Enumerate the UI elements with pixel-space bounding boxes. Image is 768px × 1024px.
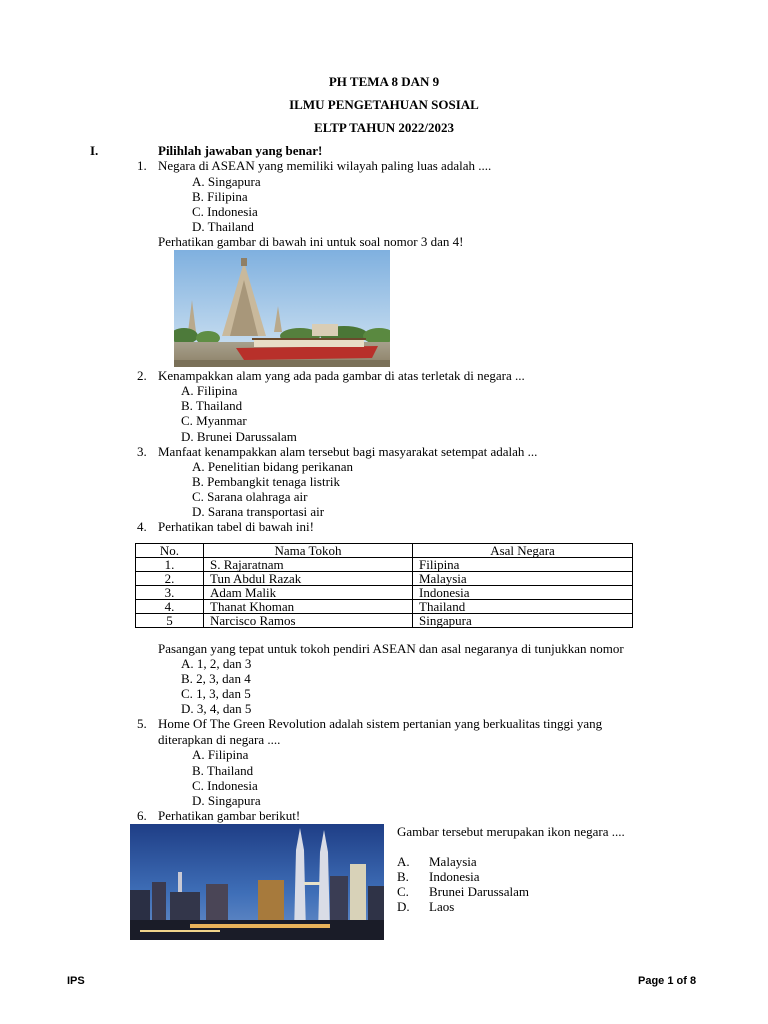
city-skyline-photo — [130, 824, 384, 940]
image-instruction: Perhatikan gambar di bawah ini untuk soal nomor 3 dan 4! — [158, 234, 464, 249]
section-number: I. — [90, 143, 99, 158]
question-2-option-a: A. Filipina — [181, 383, 238, 398]
question-6-option-d-text: Laos — [429, 899, 455, 914]
question-1-text: Negara di ASEAN yang memiliki wilayah paling luas adalah .... — [158, 158, 492, 173]
question-5-option-b: B. Thailand — [192, 763, 254, 778]
header-line-3: ELTP TAHUN 2022/2023 — [314, 120, 454, 135]
temple-photo — [174, 250, 390, 367]
table-cell-no: 5 — [136, 614, 204, 628]
table-row — [136, 558, 633, 572]
table-cell-name: Narcisco Ramos — [204, 614, 413, 628]
question-6-question: Gambar tersebut merupakan ikon negara .... — [397, 824, 625, 839]
question-4-option-a: A. 1, 2, dan 3 — [181, 656, 252, 671]
table-cell-name: S. Rajaratnam — [204, 558, 413, 572]
question-3-option-c: C. Sarana olahraga air — [192, 489, 308, 504]
founders-table — [135, 543, 633, 628]
question-6-option-a-text: Malaysia — [429, 854, 477, 869]
footer-page-number: Page 1 of 8 — [638, 975, 697, 987]
question-5-option-a: A. Filipina — [192, 747, 249, 762]
table-cell-country: Malaysia — [413, 572, 633, 586]
question-6-option-c-letter: C. — [397, 884, 409, 899]
question-2-option-c: C. Myanmar — [181, 413, 247, 428]
question-3-option-a: A. Penelitian bidang perikanan — [192, 459, 354, 474]
question-5-text-line-2: diterapkan di negara .... — [158, 732, 281, 747]
question-2-number: 2. — [137, 368, 147, 383]
question-4-option-b: B. 2, 3, dan 4 — [181, 671, 251, 686]
question-5-option-c: C. Indonesia — [192, 778, 258, 793]
header-line-1: PH TEMA 8 DAN 9 — [328, 74, 440, 89]
question-1-number: 1. — [137, 158, 147, 173]
question-6-option-a-letter: A. — [397, 854, 410, 869]
question-2-text: Kenampakkan alam yang ada pada gambar di atas terletak di negara ... — [158, 368, 525, 383]
skyline-illustration — [130, 824, 384, 940]
footer-subject: IPS — [67, 975, 85, 987]
table-row — [136, 600, 633, 614]
table-row — [136, 614, 633, 628]
question-5-option-d: D. Singapura — [192, 793, 261, 808]
table-cell-no: 2. — [136, 572, 204, 586]
table-cell-no: 1. — [136, 558, 204, 572]
temple-illustration — [174, 250, 390, 367]
question-3-number: 3. — [137, 444, 147, 459]
table-cell-name: Adam Malik — [204, 586, 413, 600]
question-4-text: Perhatikan tabel di bawah ini! — [158, 519, 314, 534]
question-6-option-d-letter: D. — [397, 899, 410, 914]
question-4-option-c: C. 1, 3, dan 5 — [181, 686, 251, 701]
section-title: Pilihlah jawaban yang benar! — [158, 143, 323, 158]
header-line-2: ILMU PENGETAHUAN SOSIAL — [289, 97, 479, 112]
question-6-option-c-text: Brunei Darussalam — [429, 884, 530, 899]
table-cell-country: Filipina — [413, 558, 633, 572]
table-header-name: Nama Tokoh — [204, 544, 413, 558]
table-header-no: No. — [136, 544, 204, 558]
table-cell-country: Thailand — [413, 600, 633, 614]
table-row — [136, 586, 633, 600]
table-header-row — [136, 544, 633, 558]
table-cell-name: Tun Abdul Razak — [204, 572, 413, 586]
question-3-option-d: D. Sarana transportasi air — [192, 504, 325, 519]
table-cell-country: Singapura — [413, 614, 633, 628]
question-5-number: 5. — [137, 716, 147, 731]
question-4-option-d: D. 3, 4, dan 5 — [181, 701, 252, 716]
table-header-country: Asal Negara — [413, 544, 633, 558]
question-3-option-b: B. Pembangkit tenaga listrik — [192, 474, 341, 489]
question-1-option-d: D. Thailand — [192, 219, 254, 234]
question-6-option-b-text: Indonesia — [429, 869, 480, 884]
question-1-option-b: B. Filipina — [192, 189, 248, 204]
question-1-option-c: C. Indonesia — [192, 204, 258, 219]
question-2-option-b: B. Thailand — [181, 398, 243, 413]
question-3-text: Manfaat kenampakkan alam tersebut bagi masyarakat setempat adalah ... — [158, 444, 538, 459]
table-cell-name: Thanat Khoman — [204, 600, 413, 614]
table-row — [136, 572, 633, 586]
question-6-number: 6. — [137, 808, 147, 823]
question-2-option-d: D. Brunei Darussalam — [181, 429, 297, 444]
table-cell-no: 3. — [136, 586, 204, 600]
question-4-number: 4. — [137, 519, 147, 534]
question-1-option-a: A. Singapura — [192, 174, 261, 189]
question-6-option-b-letter: B. — [397, 869, 409, 884]
question-6-text: Perhatikan gambar berikut! — [158, 808, 301, 823]
question-4-question: Pasangan yang tepat untuk tokoh pendiri ASEAN dan asal negaranya di tunjukkan nomor — [158, 641, 624, 656]
table-cell-country: Indonesia — [413, 586, 633, 600]
table-cell-no: 4. — [136, 600, 204, 614]
question-5-text-line-1: Home Of The Green Revolution adalah sistem pertanian yang berkualitas tinggi yang — [158, 716, 603, 731]
